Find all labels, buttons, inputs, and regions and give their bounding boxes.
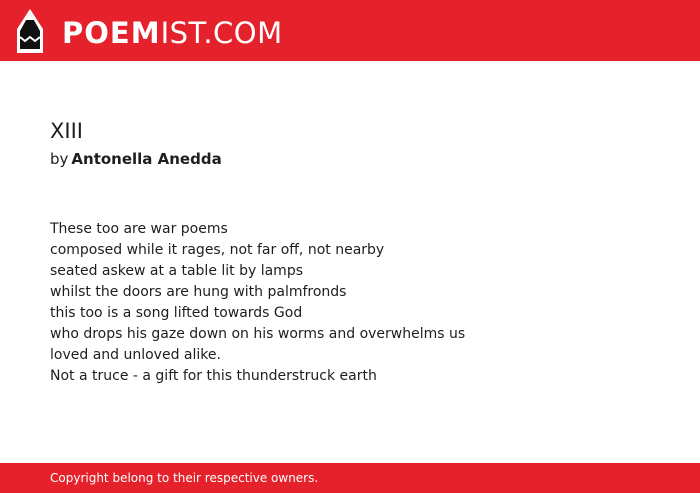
poem-body	[50, 219, 465, 387]
site-header	[0, 0, 700, 61]
byline	[50, 149, 222, 169]
poem-line: who drops his gaze down on his worms and overwhelms us	[50, 326, 466, 342]
poem-line: whilst the doors are hung with palmfronds	[50, 284, 347, 300]
poem-title: XIII	[50, 119, 83, 143]
poem-line: These too are war poems	[50, 221, 228, 237]
logo-wordmark-light: IST.COM	[160, 16, 283, 50]
site-footer	[0, 463, 700, 493]
poem-line: composed while it rages, not far off, not nearby	[50, 242, 385, 258]
copyright-notice: Copyright belong to their respective owners.	[50, 471, 319, 485]
poem-line: seated askew at a table lit by lamps	[50, 263, 304, 279]
logo-wordmark-strong: POEM	[62, 16, 161, 50]
poem-line: Not a truce - a gift for this thunderstruck earth	[50, 368, 377, 384]
pencil-icon	[17, 9, 43, 53]
author-name: Antonella Anedda	[71, 150, 222, 168]
logo-wordmark	[62, 16, 283, 50]
poem-line: loved and unloved alike.	[50, 347, 221, 363]
byline-label: by	[50, 150, 69, 168]
poem-line: this too is a song lifted towards God	[50, 305, 303, 321]
